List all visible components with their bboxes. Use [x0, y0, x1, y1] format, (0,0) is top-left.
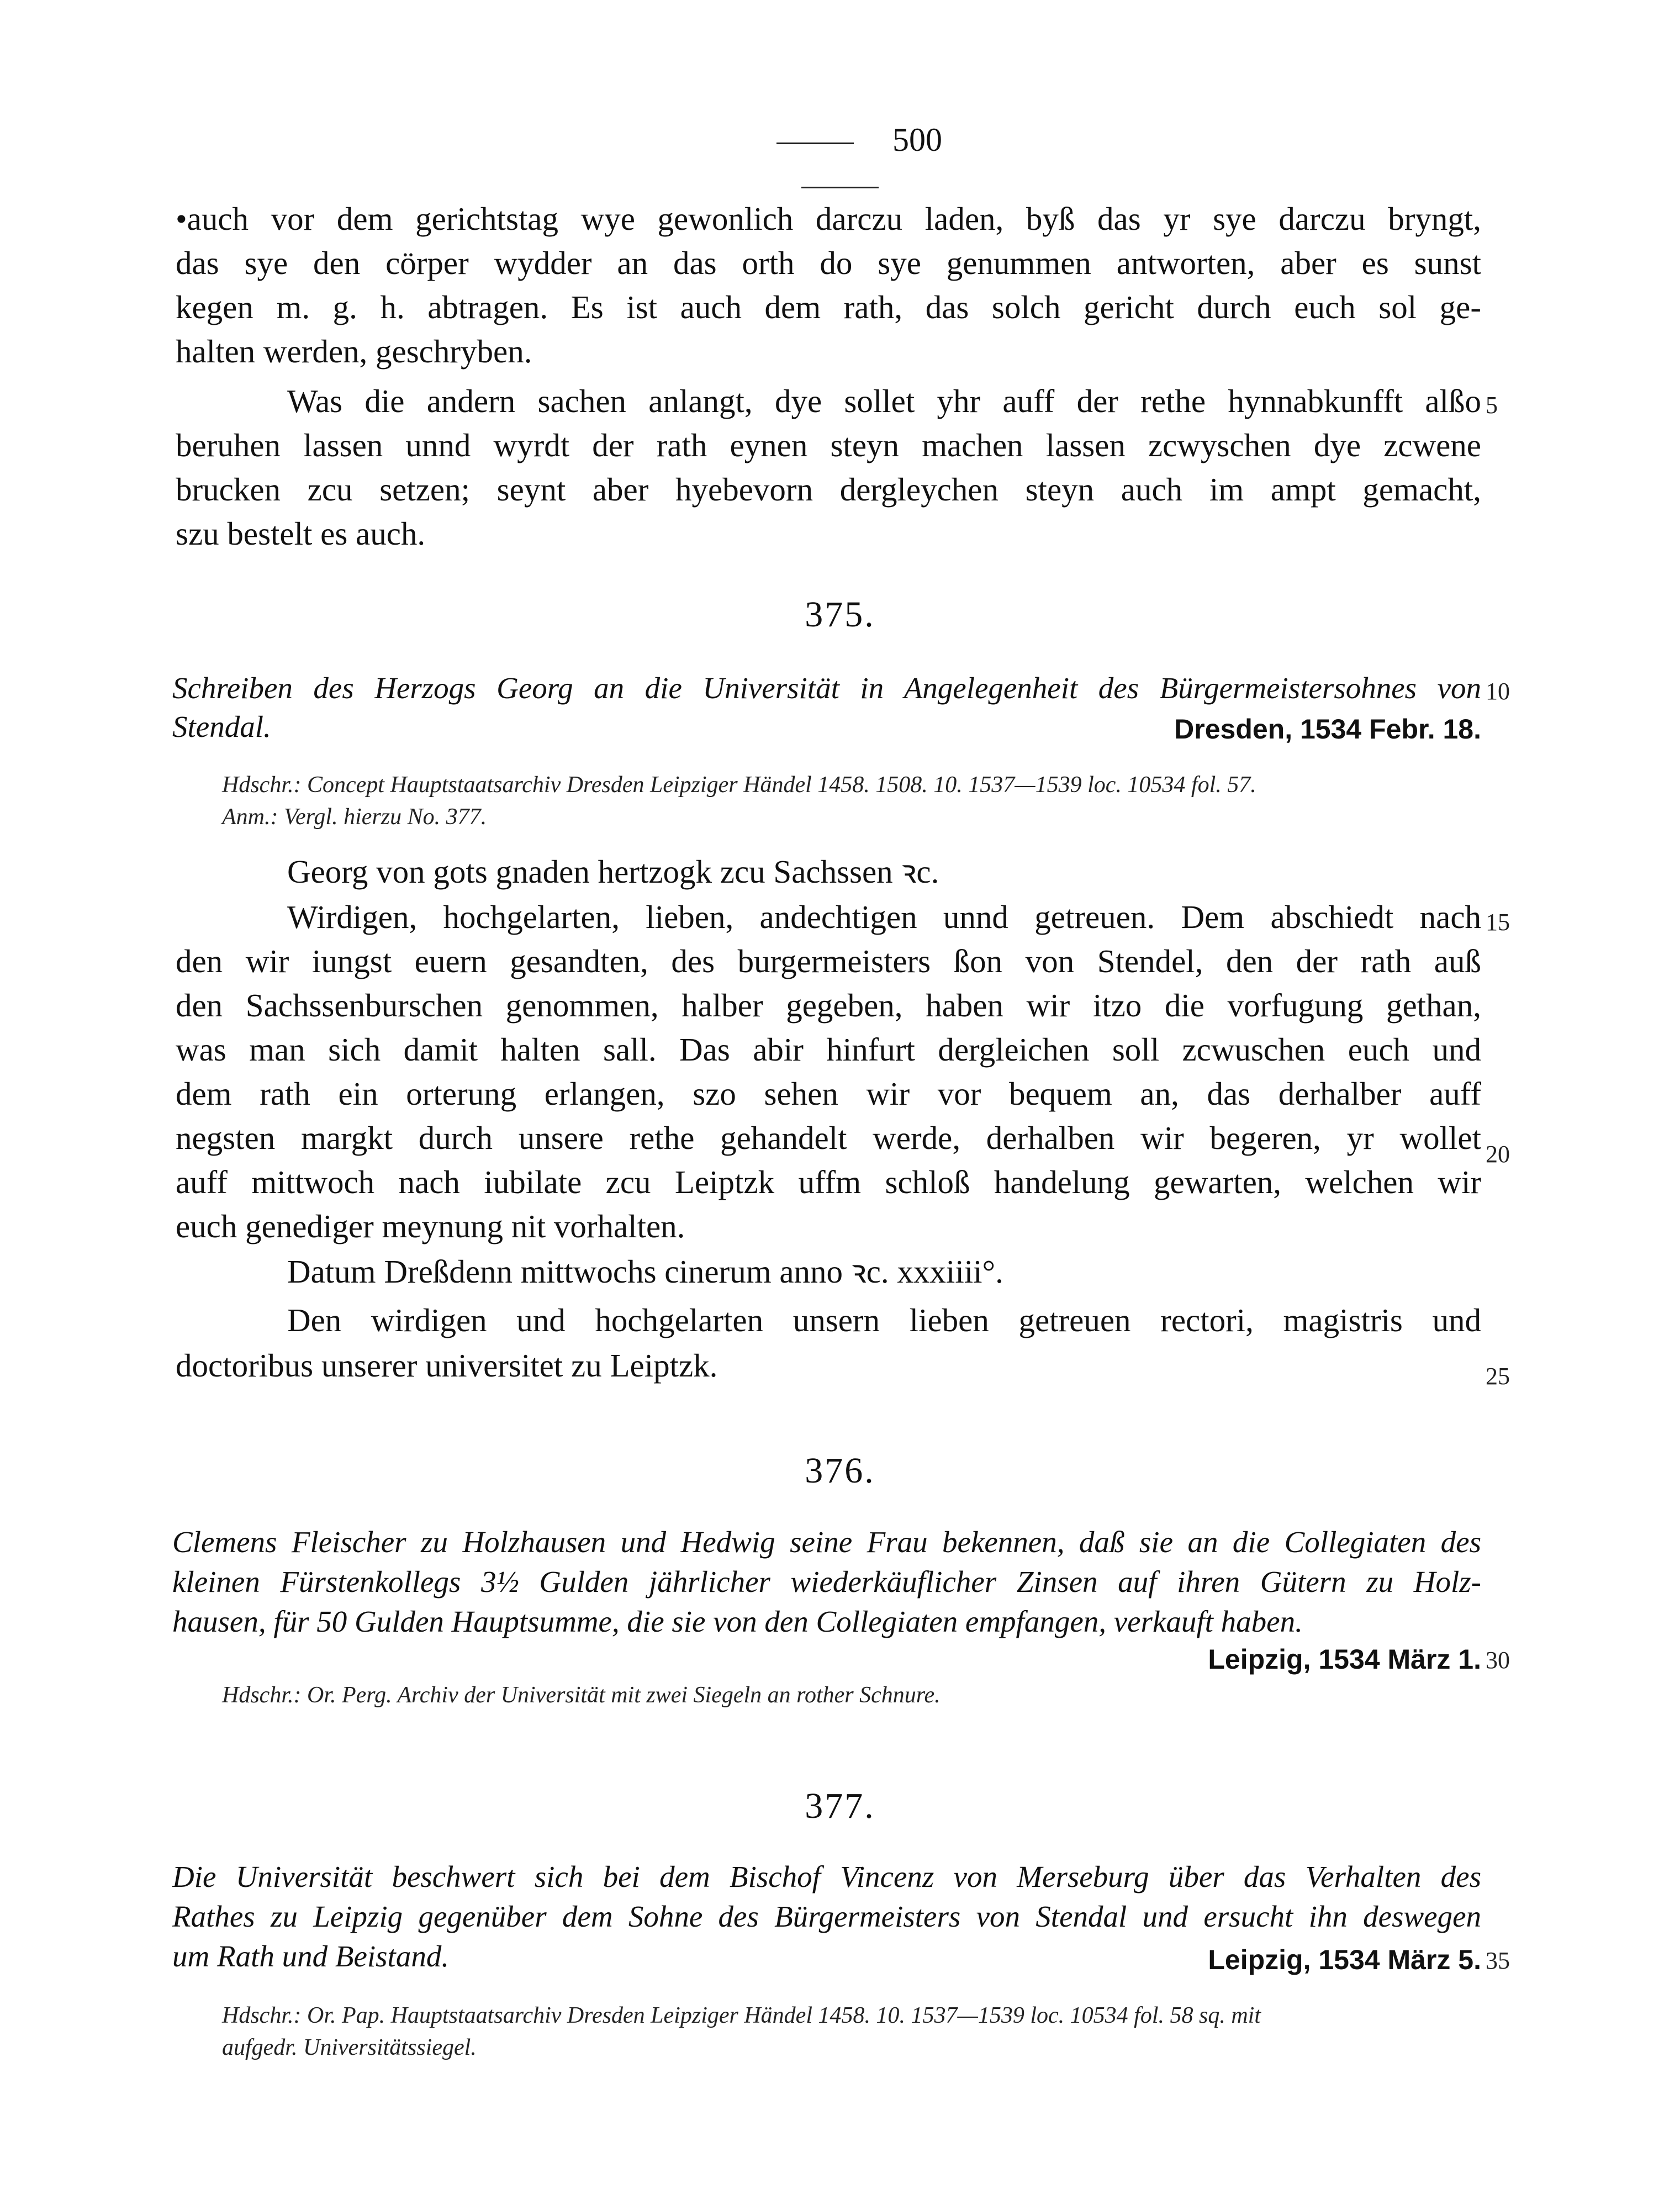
source-note: aufgedr. Universitätssiegel. — [222, 2035, 477, 2060]
source-note: Hdschr.: Or. Pap. Hauptstaatsarchiv Dresden Leipziger Händel 1458. 10. 1537—1539 loc. 10534 fol. 58 sq. mit — [222, 2003, 1261, 2028]
text-line: negsten margkt durch unsere rethe gehandelt werde, derhalben wir begeren, yr wollet — [176, 1120, 1481, 1156]
text-line: das sye den cörper wydder an das orth do sye genummen antworten, aber es sunst — [176, 245, 1481, 281]
text-line: szu bestelt es auch. — [176, 515, 426, 552]
text-line: euch genediger meynung nit vorhalten. — [176, 1208, 685, 1244]
text-line: halten werden, geschryben. — [176, 333, 532, 370]
regest-line: hausen, für 50 Gulden Hauptsumme, die sie von den Collegiaten empfangen, verkauft haben. — [172, 1605, 1303, 1638]
regest-line: um Rath und Beistand. — [172, 1939, 450, 1973]
text-line: Wirdigen, hochgelarten, lieben, andechtigen unnd getreuen. Dem abschiedt nach — [287, 899, 1481, 935]
text-line: was man sich damit halten sall. Das abir hinfurt dergleichen soll zcwuschen euch und — [176, 1031, 1481, 1068]
margin-line-number: 15 — [1486, 909, 1510, 936]
text-line: •auch vor dem gerichtstag wye gewonlich darczu laden, byß das yr sye darczu bryngt, — [176, 201, 1481, 237]
margin-line-number: 10 — [1486, 678, 1510, 705]
page-number-header — [674, 118, 1006, 206]
text-line: brucken zcu setzen; seynt aber hyebevorn dergleychen steyn auch im ampt gemacht, — [176, 471, 1481, 508]
margin-line-number: 20 — [1486, 1141, 1510, 1168]
document-date: Leipzig, 1534 März 5. — [1208, 1944, 1481, 1975]
header-rule-left — [776, 143, 854, 144]
page-number: 500 — [892, 122, 942, 158]
regest-line: Die Universität beschwert sich bei dem Bischof Vincenz von Merseburg über das Verhalten des — [172, 1860, 1481, 1893]
text-line: den wir iungst euern gesandten, des burgermeisters ßon von Stendel, den der rath auß — [176, 943, 1481, 979]
text-line: Den wirdigen und hochgelarten unsern lieben getreuen rectori, magistris und — [287, 1302, 1481, 1338]
regest-line: Schreiben des Herzogs Georg an die Universität in Angelegenheit des Bürgermeistersohnes von — [172, 671, 1481, 705]
source-note: Hdschr.: Or. Perg. Archiv der Universität mit zwei Siegeln an rother Schnure. — [222, 1682, 941, 1708]
document-number-376: 376. — [805, 1450, 875, 1491]
regest-line: Clemens Fleischer zu Holzhausen und Hedwig seine Frau bekennen, daß sie an die Collegiaten des — [172, 1525, 1481, 1559]
text-line: dem rath ein orterung erlangen, szo sehen wir vor bequem an, das derhalber auff — [176, 1075, 1481, 1112]
document-number-375: 375. — [805, 594, 875, 635]
document-date: Dresden, 1534 Febr. 18. — [1174, 714, 1481, 745]
margin-line-number: 5 — [1486, 392, 1498, 419]
text-line: doctoribus unserer universitet zu Leiptzk. — [176, 1347, 718, 1384]
margin-line-number: 35 — [1486, 1947, 1510, 1974]
text-line: kegen m. g. h. abtragen. Es ist auch dem rath, das solch gericht durch euch sol ge- — [176, 289, 1481, 325]
source-note: Hdschr.: Concept Hauptstaatsarchiv Dresden Leipziger Händel 1458. 1508. 10. 1537—1539 loc. 10534 fol. 57. — [222, 772, 1256, 798]
text-line: auff mittwoch nach iubilate zcu Leiptzk uffm schloß handelung gewarten, welchen wir — [176, 1164, 1481, 1200]
regest-line: Rathes zu Leipzig gegenüber dem Sohne des Bürgermeisters von Stendal und ersucht ihn deswegen — [172, 1900, 1481, 1933]
document-date: Leipzig, 1534 März 1. — [1208, 1644, 1481, 1675]
regest-line: Stendal. — [172, 710, 271, 743]
text-line: Georg von gots gnaden hertzogk zcu Sachssen ꝛc. — [287, 853, 939, 890]
regest-line: kleinen Fürstenkollegs 3½ Gulden jährlicher wiederkäuflicher Zinsen auf ihren Gütern zu Holz- — [172, 1565, 1481, 1599]
annotation-note: Anm.: Vergl. hierzu No. 377. — [222, 804, 487, 830]
header-rule-right — [801, 187, 879, 188]
margin-line-number: 30 — [1486, 1647, 1510, 1674]
margin-line-number: 25 — [1486, 1363, 1510, 1390]
text-line: Was die andern sachen anlangt, dye sollet yhr auff der rethe hynnabkunfft alßo — [287, 383, 1481, 419]
text-line: Datum Dreßdenn mittwochs cinerum anno ꝛc. xxxiiii°. — [287, 1253, 1003, 1290]
document-number-377: 377. — [805, 1786, 875, 1826]
text-line: beruhen lassen unnd wyrdt der rath eynen steyn machen lassen zcwyschen dye zcwene — [176, 427, 1481, 463]
text-line: den Sachssenburschen genommen, halber gegeben, haben wir itzo die vorfugung gethan, — [176, 987, 1481, 1024]
